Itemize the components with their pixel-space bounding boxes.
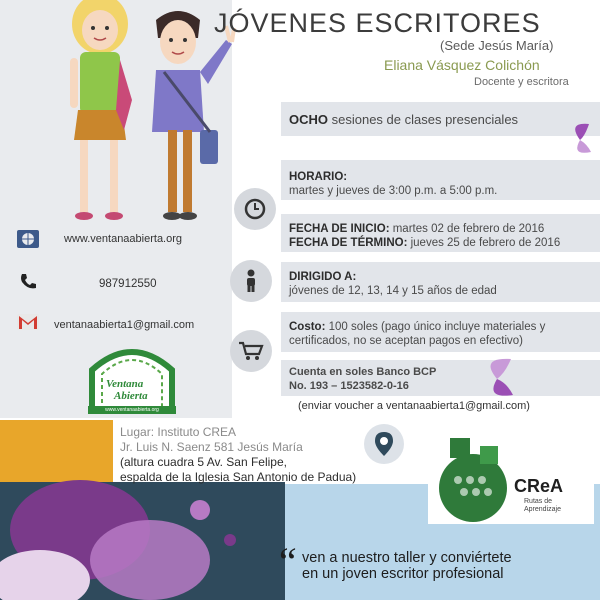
cost-label: Costo: (289, 321, 326, 333)
location-name: Lugar: Instituto CREA (120, 425, 237, 439)
schedule-label: HORARIO: (289, 171, 348, 183)
cost-value: 100 soles (pago único incluye materiales y certificados, no se aceptan pagos en efectivo) (289, 321, 546, 347)
location-block (120, 425, 356, 485)
crea-logo-name: CReA (514, 476, 564, 496)
end-date-label: FECHA DE TÉRMINO: (289, 237, 408, 249)
students-illustration (28, 0, 238, 232)
gmail-icon (17, 314, 39, 330)
website-link[interactable]: www.ventanaabierta.org (64, 233, 183, 245)
schedule-block (289, 170, 497, 198)
sessions-description: sesiones de clases presenciales (328, 112, 519, 127)
author-name: Eliana Vásquez Colichón (384, 57, 540, 73)
phone-icon-box (16, 272, 40, 292)
dates-block (289, 222, 560, 250)
globe-icon-box (16, 229, 40, 249)
audience-label: DIRIGIDO A: (289, 271, 357, 283)
email-link[interactable]: ventanaabierta1@gmail.com (54, 319, 195, 331)
map-pin-circle (364, 424, 404, 464)
page-title: JÓVENES ESCRITORES (214, 8, 541, 38)
sessions-count: OCHO (289, 112, 328, 127)
sessions-text (289, 113, 518, 127)
voucher-note: (enviar voucher a ventanaabierta1@gmail.com) (298, 400, 530, 412)
start-date-value: martes 02 de febrero de 2016 (389, 223, 545, 235)
map-pin-icon (374, 431, 394, 457)
bank-block (289, 365, 436, 393)
person-circle (230, 260, 272, 302)
shopping-cart-icon (238, 341, 264, 361)
crea-logo-tagline (524, 498, 561, 514)
audience-block (289, 270, 497, 298)
schedule-value: martes y jueves de 3:00 p.m. a 5:00 p.m. (289, 185, 498, 197)
audience-value: jóvenes de 12, 13, 14 y 15 años de edad (289, 285, 497, 297)
globe-icon (17, 230, 39, 248)
location-reference-1: (altura cuadra 5 Av. San Felipe, (120, 455, 287, 469)
crea-logo (428, 436, 594, 524)
quote-mark-icon: “ (275, 539, 298, 584)
author-role: Docente y escritora (474, 76, 569, 88)
page-subtitle: (Sede Jesús María) (440, 38, 554, 53)
end-date-value: jueves 25 de febrero de 2016 (407, 237, 561, 249)
person-icon (242, 269, 260, 293)
clock-circle (234, 188, 276, 230)
location-reference-2: espalda de la Iglesia San Antonio de Padua) (120, 470, 357, 484)
butterfly-icon (565, 120, 595, 160)
mail-icon-box (16, 312, 40, 332)
slogan-line2: en un joven escritor profesional (302, 566, 504, 582)
crea-tagline-line1: Rutas de (524, 498, 553, 505)
cart-circle (230, 330, 272, 372)
logo-word-ventana: Ventana (106, 378, 144, 390)
start-date-label: FECHA DE INICIO: (289, 223, 390, 235)
slogan (302, 550, 512, 582)
phone-number[interactable]: 987912550 (99, 278, 157, 290)
phone-icon (18, 272, 38, 292)
cost-block (289, 320, 594, 348)
bank-account-number: No. 193 – 1523582-0-16 (289, 380, 409, 392)
ventana-abierta-logo (84, 340, 180, 416)
clock-icon (244, 198, 266, 220)
slogan-line1: ven a nuestro taller y conviértete (302, 550, 512, 566)
butterfly-large-icon (475, 355, 519, 401)
location-address: Jr. Luis N. Saenz 581 Jesús María (120, 440, 303, 454)
logo-word-abierta: Abierta (114, 390, 148, 402)
logo-url: www.ventanaabierta.org (105, 407, 159, 413)
crea-tagline-line2: Aprendizaje (524, 506, 561, 513)
bank-account-label: Cuenta en soles Banco BCP (289, 366, 437, 378)
